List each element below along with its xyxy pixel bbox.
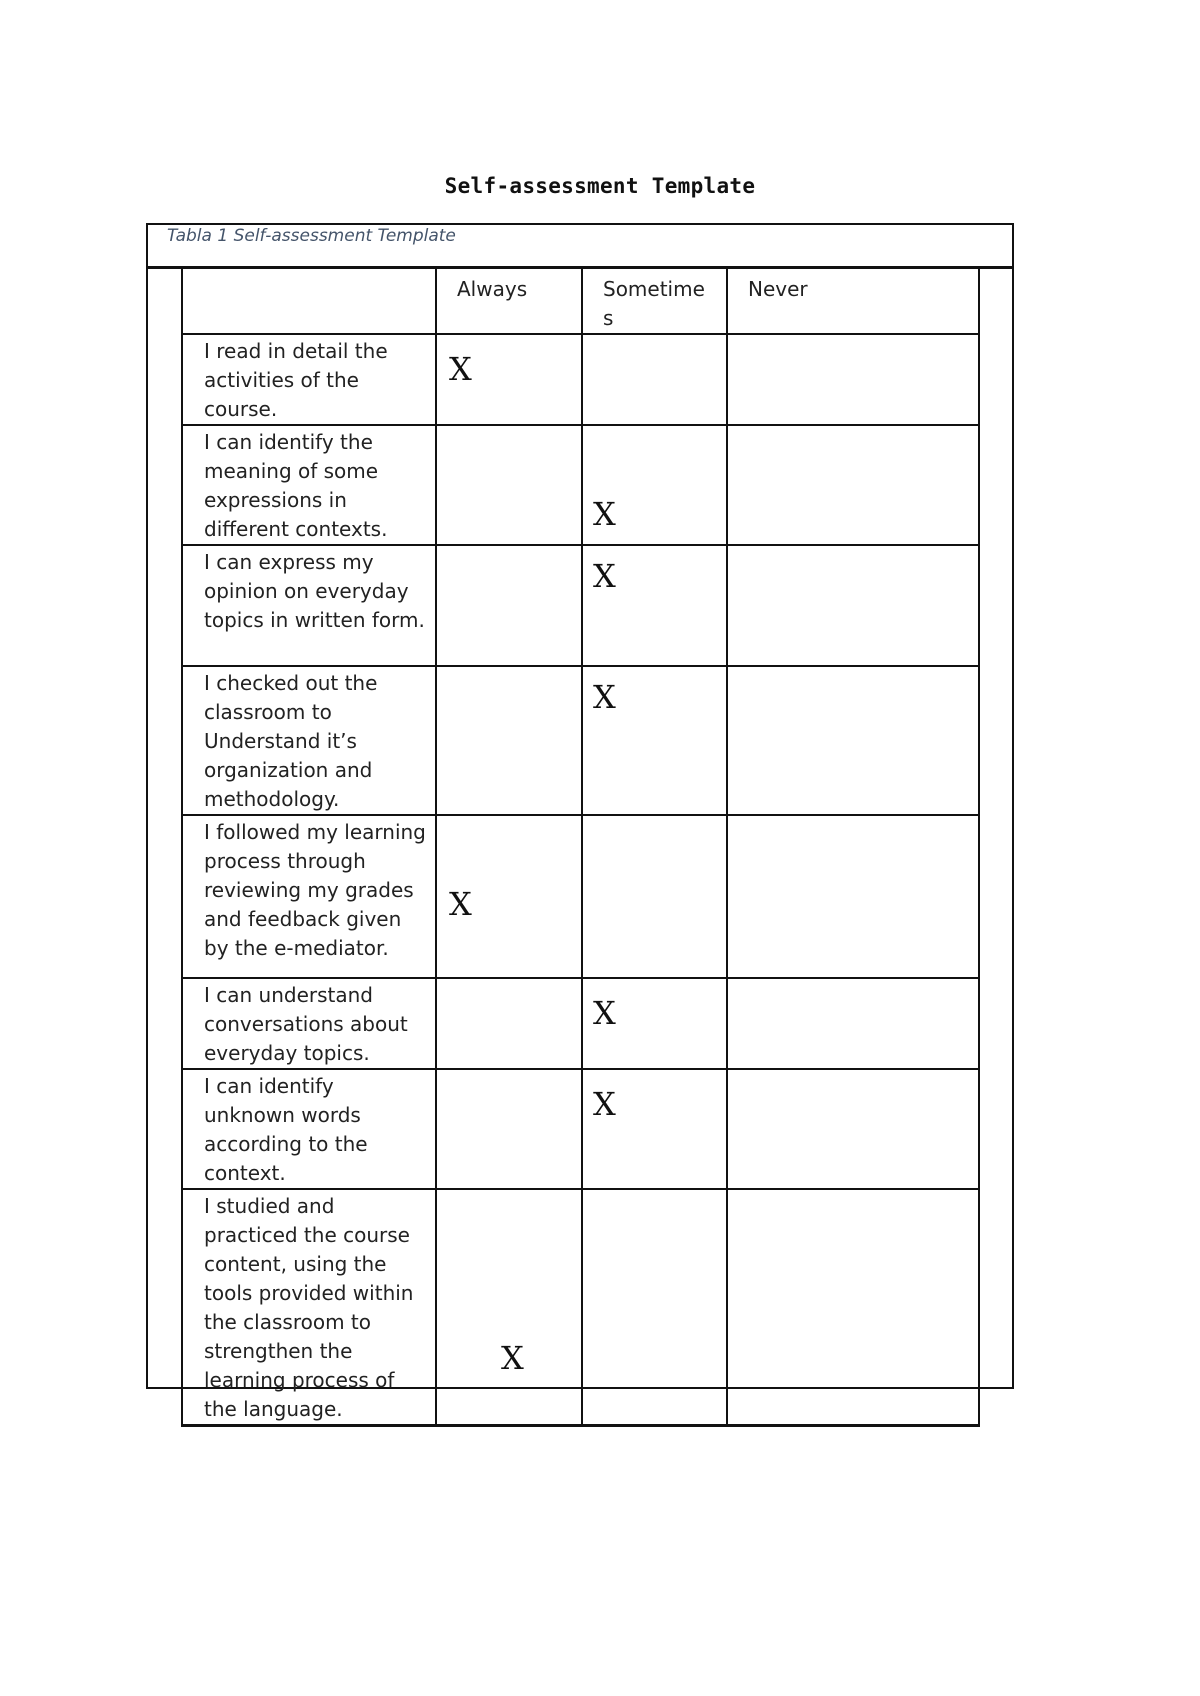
table-row xyxy=(182,1189,979,1426)
table-row xyxy=(182,815,979,978)
statement-cell: I followed my learning process through reviewing my grades and feedback given by the e-mediator. xyxy=(182,815,436,978)
header-blank-cell xyxy=(182,268,436,334)
statement-cell: I can identify unknown words according to the context. xyxy=(182,1069,436,1189)
header-never: Never xyxy=(727,268,979,334)
header-sometimes: Sometime s xyxy=(582,268,727,334)
table-row xyxy=(182,334,979,425)
always-cell xyxy=(436,334,582,425)
always-cell xyxy=(436,978,582,1069)
never-cell xyxy=(727,334,979,425)
never-cell xyxy=(727,815,979,978)
never-cell xyxy=(727,1069,979,1189)
header-row xyxy=(182,268,979,334)
check-mark: X xyxy=(501,1339,524,1377)
never-cell xyxy=(727,978,979,1069)
statement-cell: I read in detail the activities of the course. xyxy=(182,334,436,425)
table-row xyxy=(182,425,979,545)
sometimes-cell xyxy=(582,334,727,425)
never-cell xyxy=(727,1189,979,1426)
page-title: Self-assessment Template xyxy=(444,174,756,198)
self-assessment-table xyxy=(181,267,980,1427)
check-mark: X xyxy=(593,557,616,595)
statement-cell: I studied and practiced the course content, using the tools provided within the classroom to strengthen the learning process of the language. xyxy=(182,1189,436,1426)
always-cell xyxy=(436,545,582,666)
never-cell xyxy=(727,545,979,666)
check-mark: X xyxy=(593,1085,616,1123)
check-mark: X xyxy=(593,994,616,1032)
check-mark: X xyxy=(593,678,616,716)
statement-cell: I can express my opinion on everyday topics in written form. xyxy=(182,545,436,666)
always-cell xyxy=(436,1189,582,1426)
always-cell xyxy=(436,425,582,545)
table-row xyxy=(182,545,979,666)
sometimes-cell xyxy=(582,1069,727,1189)
check-mark: X xyxy=(449,350,472,388)
always-cell xyxy=(436,666,582,815)
statement-cell: I can identify the meaning of some expressions in different contexts. xyxy=(182,425,436,545)
table-row xyxy=(182,666,979,815)
never-cell xyxy=(727,425,979,545)
sometimes-cell xyxy=(582,666,727,815)
never-cell xyxy=(727,666,979,815)
sometimes-cell xyxy=(582,425,727,545)
statement-cell: I checked out the classroom to Understand it’s organization and methodology. xyxy=(182,666,436,815)
table-row xyxy=(182,978,979,1069)
table-row xyxy=(182,1069,979,1189)
statement-cell: I can understand conversations about everyday topics. xyxy=(182,978,436,1069)
table-caption: Tabla 1 Self-assessment Template xyxy=(167,226,456,246)
sometimes-cell xyxy=(582,545,727,666)
sometimes-cell xyxy=(582,815,727,978)
header-always: Always xyxy=(436,268,582,334)
check-mark: X xyxy=(593,495,616,533)
sometimes-cell xyxy=(582,978,727,1069)
sometimes-cell xyxy=(582,1189,727,1426)
always-cell xyxy=(436,1069,582,1189)
check-mark: X xyxy=(449,885,472,923)
always-cell xyxy=(436,815,582,978)
